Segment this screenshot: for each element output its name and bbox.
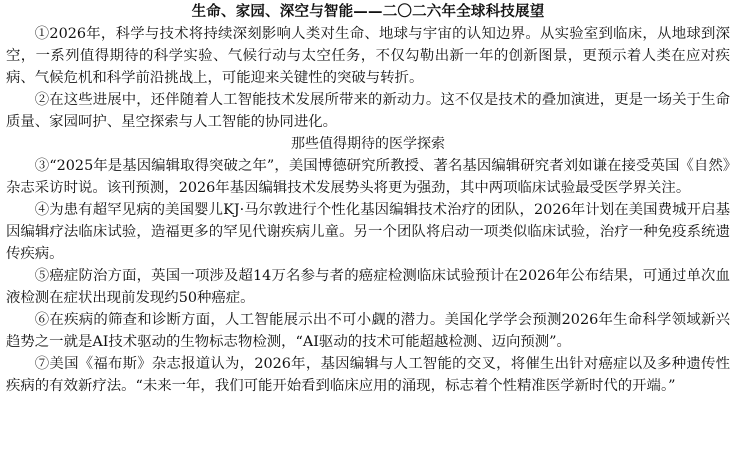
paragraph-6: ⑥在疾病的筛查和诊断方面，人工智能展示出不可小觑的潜力。美国化学学会预测2026年生命科学领域新兴趋势之一就是AI技术驱动的生物标志物检测，“AI驱动的技术可能超越检测、迈向预测”。 (6, 312, 730, 350)
paragraph-1: ①2026年，科学与技术将持续深刻影响人类对生命、地球与宇宙的认知边界。从实验室到临床，从地球到深空，一系列值得期待的科学实验、气候行动与太空任务，不仅勾勒出新一年的创新图景，更预示着人类在应对疾病、气候危机和科学前沿挑战上，可能迎来关键性的突破与转折。 (6, 26, 730, 86)
paragraph-2: ②在这些进展中，还伴随着人工智能技术发展所带来的新动力。这不仅是技术的叠加演进，更是一场关于生命质量、家园呵护、星空探索与人工智能的协同进化。 (6, 92, 730, 130)
article-title: 生命、家园、深空与智能——二〇二六年全球科技展望 (191, 4, 545, 20)
paragraph-3: ③“2025年是基因编辑取得突破之年”，美国博德研究所教授、著名基因编辑研究者刘如谦在接受英国《自然》杂志采访时说。该刊预测，2026年基因编辑技术发展势头将更为强劲，其中两项临床试验最受医学界关注。 (6, 158, 730, 196)
section-heading: 那些值得期待的医学探索 (291, 136, 445, 152)
paragraph-4: ④为患有超罕见病的美国婴儿KJ·马尔敦进行个性化基因编辑技术治疗的团队，2026年计划在美国费城开启基因编辑疗法临床试验，造福更多的罕见代谢疾病儿童。另一个团队将启动一项类似临床试验，治疗一种免疫系统遗传疾病。 (6, 202, 730, 262)
paragraph-5: ⑤癌症防治方面，英国一项涉及超14万名参与者的癌症检测临床试验预计在2026年公布结果，可通过单次血液检测在症状出现前发现约50种癌症。 (6, 268, 730, 306)
paragraph-7: ⑦美国《福布斯》杂志报道认为，2026年，基因编辑与人工智能的交叉，将催生出针对癌症以及多种遗传性疾病的有效新疗法。“未来一年，我们可能开始看到临床应用的涌现，标志着个性精准医学新时代的开端。” (6, 356, 730, 394)
